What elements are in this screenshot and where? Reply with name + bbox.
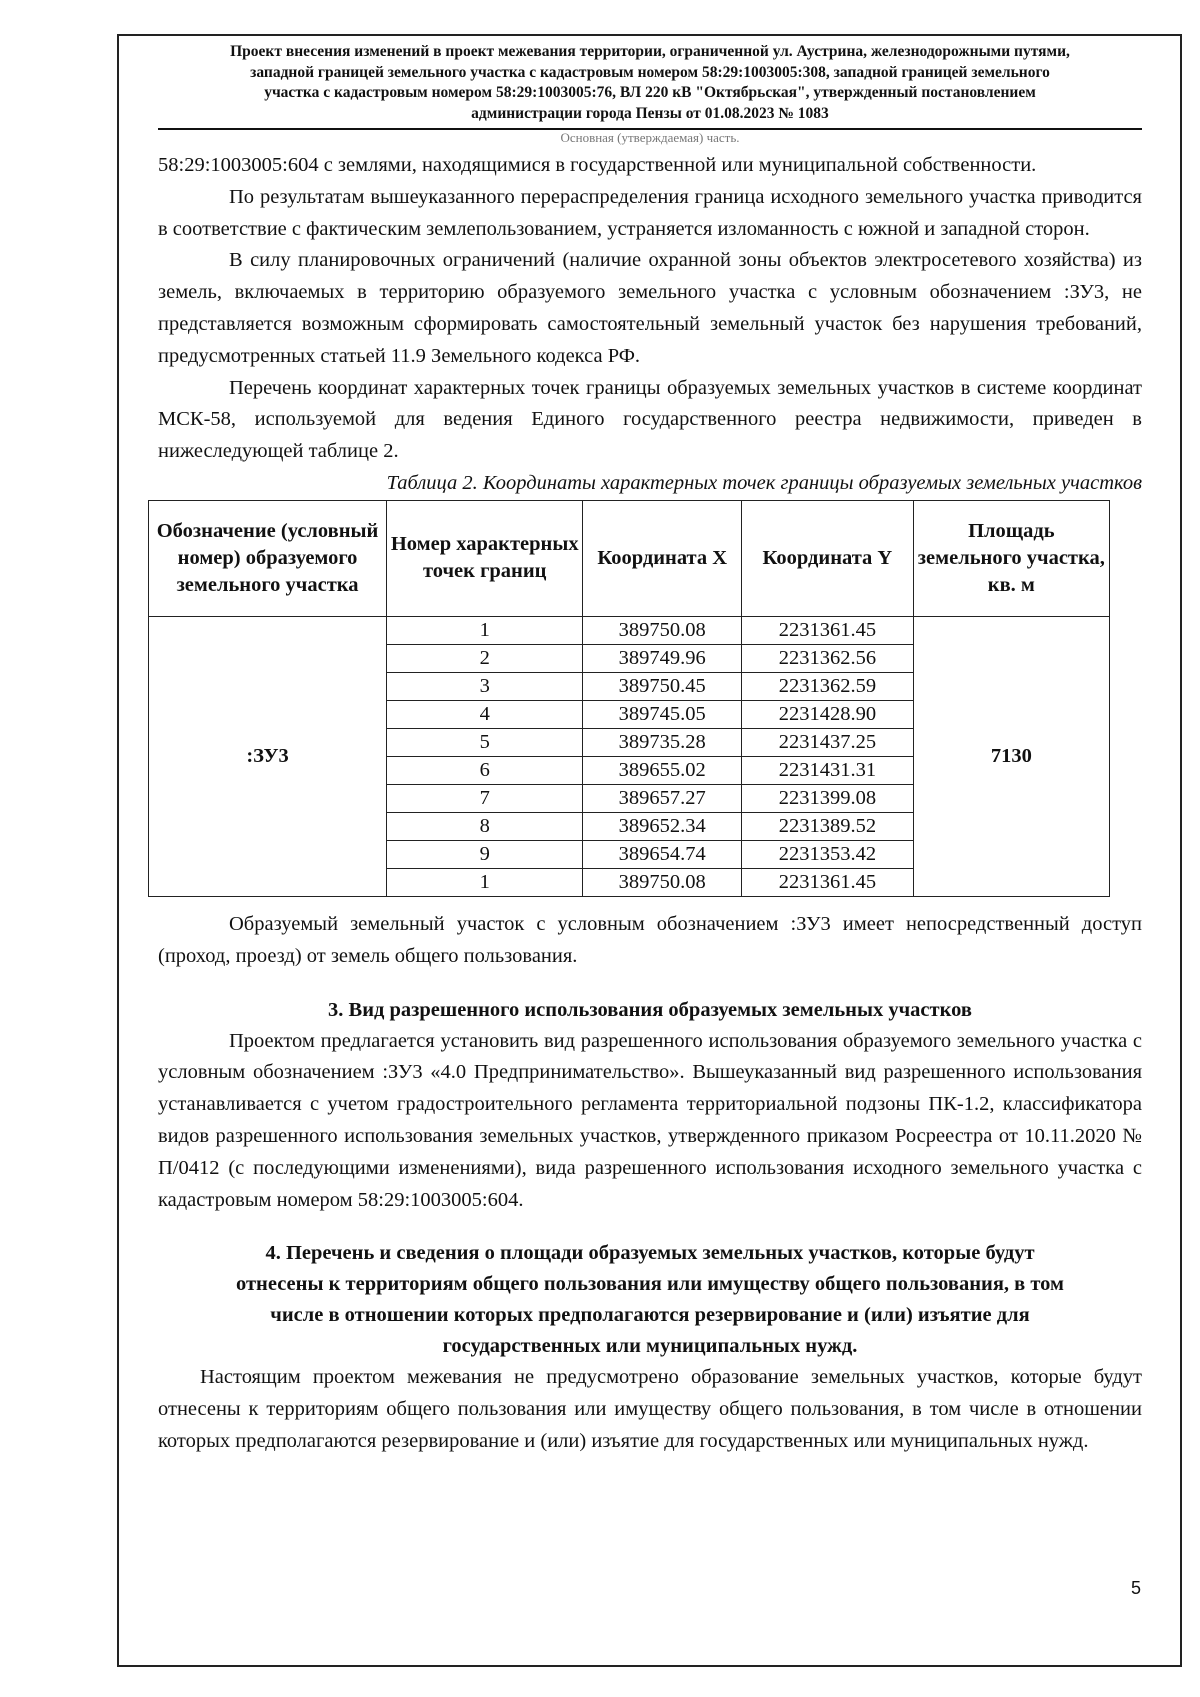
header-line: администрации города Пензы от 01.08.2023 № 1083	[471, 104, 829, 122]
section-heading-line: государственных или муниципальных нужд.	[442, 1335, 858, 1358]
table-cell: 389652.34	[583, 812, 742, 840]
table-cell: 3	[387, 672, 583, 700]
paragraph: В силу планировочных ограничений (наличие охранной зоны объектов электросетевого хозяйства) из земель, включаемых в территорию образуемого земельного участка с условным обозначением :ЗУ3, не представляется возможным сформировать самостоятельный земельный участок без нарушения требований, предусмотренных статьей 11.9 Земельного кодекса РФ.	[158, 249, 1142, 367]
column-header: Координата X	[583, 500, 742, 616]
table-cell: 389745.05	[583, 700, 742, 728]
header-line: Проект внесения изменений в проект межевания территории, ограниченной ул. Аустрина, железнодорожными путями,	[230, 43, 1070, 60]
table-cell: 2231362.56	[742, 644, 914, 672]
table-cell: 389750.45	[583, 672, 742, 700]
column-header: Обозначение (условный номер) образуемого земельного участка	[149, 500, 387, 616]
section-heading	[158, 1238, 1142, 1362]
table-row	[149, 616, 1110, 644]
column-header: Номер характерных точек границ	[387, 500, 583, 616]
table-cell: 2231428.90	[742, 700, 914, 728]
paragraph: Перечень координат характерных точек границы образуемых земельных участков в системе координат МСК-58, используемой для ведения Единого государственного реестра недвижимости, приведен в нижеследующей таблице 2.	[158, 376, 1142, 463]
table-cell: 1	[387, 868, 583, 896]
table-cell: 8	[387, 812, 583, 840]
paragraph: 58:29:1003005:604 с землями, находящимися в государственной или муниципальной собственности.	[158, 154, 1037, 176]
paragraph: Проектом предлагается установить вид разрешенного использования образуемого земельного участка с условным обозначением :ЗУ3 «4.0 Предпринимательство». Вышеуказанный вид разрешенного использования устанавливается с учетом градостроительного регламента территориальной подзоны ПК-1.2, классификатора видов разрешенного использования земельных участков, утвержденного приказом Росреестра от 10.11.2020 № П/0412 (с последующими изменениями), вида разрешенного использования исходного земельного участка с кадастровым номером 58:29:1003005:604.	[158, 1029, 1142, 1211]
table-cell: 5	[387, 728, 583, 756]
page-number: 5	[1131, 1578, 1142, 1598]
table-cell: 2231389.52	[742, 812, 914, 840]
paragraph: Образуемый земельный участок с условным обозначением :ЗУ3 имеет непосредственный доступ (проход, проезд) от земель общего пользования.	[158, 912, 1142, 967]
table-cell: 9	[387, 840, 583, 868]
table-caption: Таблица 2. Координаты характерных точек границы образуемых земельных участков	[386, 471, 1142, 494]
page-content	[158, 150, 1142, 1458]
table-cell: 2231353.42	[742, 840, 914, 868]
column-header: Площадь земельного участка, кв. м	[913, 500, 1109, 616]
column-header: Координата Y	[742, 500, 914, 616]
table-cell: 389749.96	[583, 644, 742, 672]
table-cell: 2231437.25	[742, 728, 914, 756]
table-cell: 2231361.45	[742, 868, 914, 896]
paragraph: По результатам вышеуказанного перераспределения граница исходного земельного участка приводится в соответствие с фактическим землепользованием, устраняется изломанность с южной и западной сторон.	[158, 185, 1142, 240]
table-cell: 389654.74	[583, 840, 742, 868]
document-header	[140, 42, 1160, 124]
table-cell: 7	[387, 784, 583, 812]
table-cell: 1	[387, 616, 583, 644]
table-header-row	[149, 500, 1110, 616]
section-heading-line: отнесены к территориям общего пользования или имуществу общего пользования, в том	[235, 1273, 1064, 1296]
paragraph: Настоящим проектом межевания не предусмотрено образование земельных участков, которые будут отнесены к территориям общего пользования или имуществу общего пользования, в том числе в отношении которых предполагаются резервирование и (или) изъятие для государственных или муниципальных нужд.	[158, 1366, 1142, 1452]
table-cell: 6	[387, 756, 583, 784]
table-cell: 389735.28	[583, 728, 742, 756]
table-cell: 389750.08	[583, 616, 742, 644]
section-heading-line: числе в отношении которых предполагаются резервирование и (или) изъятие для	[270, 1304, 1030, 1327]
section-heading-line: 4. Перечень и сведения о площади образуемых земельных участков, которые будут	[265, 1242, 1035, 1265]
table-cell: 2231361.45	[742, 616, 914, 644]
table-cell: 2231399.08	[742, 784, 914, 812]
table-cell: 2231362.59	[742, 672, 914, 700]
header-line: западной границей земельного участка с кадастровым номером 58:29:1003005:308, западной границей земельного	[250, 63, 1050, 81]
table-cell: 2	[387, 644, 583, 672]
table-cell: 389657.27	[583, 784, 742, 812]
coordinates-table	[148, 500, 1110, 897]
plot-area-cell: 7130	[913, 616, 1109, 896]
table-cell: 389750.08	[583, 868, 742, 896]
header-subtitle: Основная (утверждаемая) часть.	[560, 130, 740, 145]
plot-designation-cell: :ЗУ3	[149, 616, 387, 896]
table-cell: 4	[387, 700, 583, 728]
header-line: участка с кадастровым номером 58:29:1003005:76, ВЛ 220 кВ "Октябрьская", утвержденный постановлением	[264, 84, 1036, 101]
table-cell: 2231431.31	[742, 756, 914, 784]
table-cell: 389655.02	[583, 756, 742, 784]
section-heading: 3. Вид разрешенного использования образуемых земельных участков	[328, 998, 972, 1021]
